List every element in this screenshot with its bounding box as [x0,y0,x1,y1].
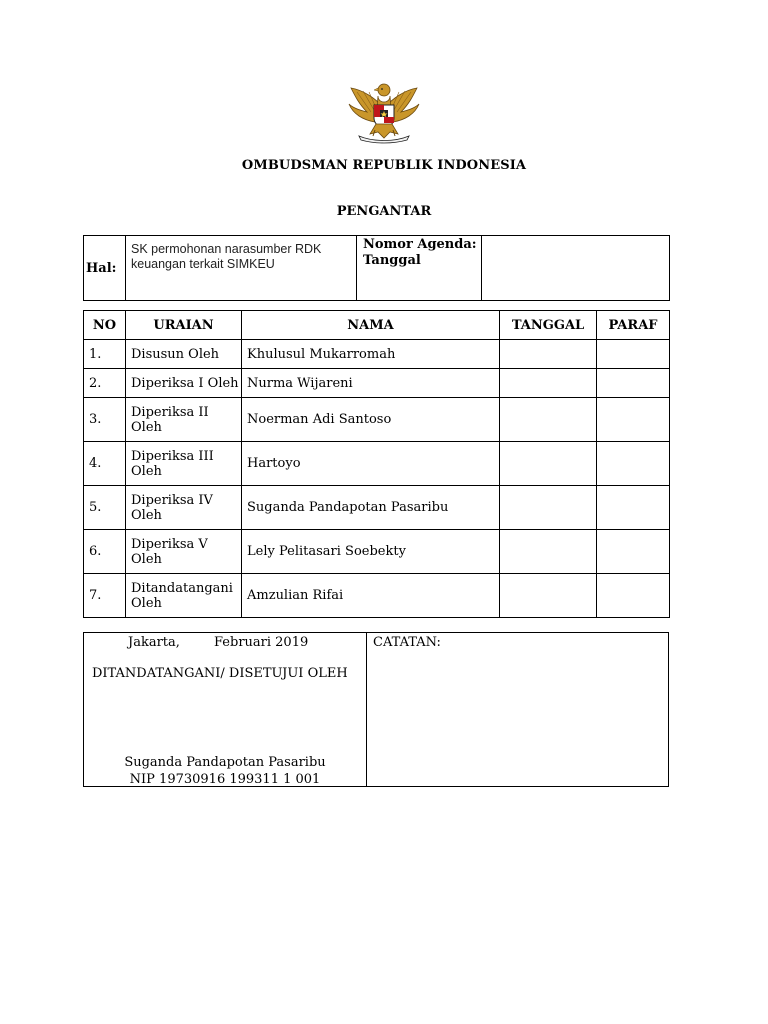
row-name: Nurma Wijareni [242,369,500,398]
row-number: 3. [84,398,126,442]
review-table [83,310,670,618]
row-date [500,486,597,530]
row-number: 7. [84,574,126,618]
agenda-date-label: Tanggal [363,253,421,268]
row-name: Amzulian Rifai [242,574,500,618]
notes-label: CATATAN: [373,635,441,650]
agenda-meta [357,236,482,301]
header-uraian: URAIAN [126,311,242,340]
row-date [500,574,597,618]
organization-title: OMBUDSMAN REPUBLIK INDONESIA [241,158,527,173]
table-row [84,340,670,369]
row-initials [597,398,670,442]
row-initials [597,369,670,398]
row-number: 4. [84,442,126,486]
subject-label: Hal: [84,236,126,301]
row-date [500,530,597,574]
subject-text [126,236,357,301]
table-row [84,369,670,398]
garuda-emblem-icon [345,78,423,144]
header-paraf: PARAF [597,311,670,340]
signer-name: Suganda Pandapotan Pasaribu [124,755,326,770]
subject-line-2: keuangan terkait SIMKEU [131,257,275,271]
notes-cell [367,633,669,787]
header-nama: NAMA [242,311,500,340]
table-row [84,530,670,574]
row-description: Diperiksa II Oleh [126,398,242,442]
row-initials [597,530,670,574]
row-number: 6. [84,530,126,574]
row-number: 5. [84,486,126,530]
table-row [84,442,670,486]
header-no: NO [84,311,126,340]
row-name: Suganda Pandapotan Pasaribu [242,486,500,530]
row-name: Lely Pelitasari Soebekty [242,530,500,574]
signature-date: Februari 2019 [214,635,309,650]
row-initials [597,574,670,618]
table-row [84,486,670,530]
signature-cell [84,633,367,787]
table-header-row [84,311,670,340]
row-initials [597,486,670,530]
row-date [500,442,597,486]
row-description: Diperiksa I Oleh [126,369,242,398]
document-title: PENGANTAR [336,204,432,219]
row-number: 2. [84,369,126,398]
row-description: Ditandatangani Oleh [126,574,242,618]
signature-place: Jakarta, [128,635,180,650]
row-description: Diperiksa V Oleh [126,530,242,574]
row-date [500,340,597,369]
row-description: Diperiksa III Oleh [126,442,242,486]
row-name: Khulusul Mukarromah [242,340,500,369]
signer-nip: NIP 19730916 199311 1 001 [129,772,321,787]
approval-label: DITANDATANGANI/ DISETUJUI OLEH [92,666,348,681]
signature-table [83,632,669,787]
row-name: Noerman Adi Santoso [242,398,500,442]
agenda-value-cell [482,236,670,301]
header-tanggal: TANGGAL [500,311,597,340]
subject-table [83,235,670,301]
row-date [500,398,597,442]
row-initials [597,340,670,369]
row-description: Diperiksa IV Oleh [126,486,242,530]
row-description: Disusun Oleh [126,340,242,369]
subject-line-1: SK permohonan narasumber RDK [131,242,322,256]
row-date [500,369,597,398]
table-row [84,398,670,442]
table-row [84,574,670,618]
row-number: 1. [84,340,126,369]
agenda-number-label: Nomor Agenda: [363,237,477,252]
row-initials [597,442,670,486]
row-name: Hartoyo [242,442,500,486]
